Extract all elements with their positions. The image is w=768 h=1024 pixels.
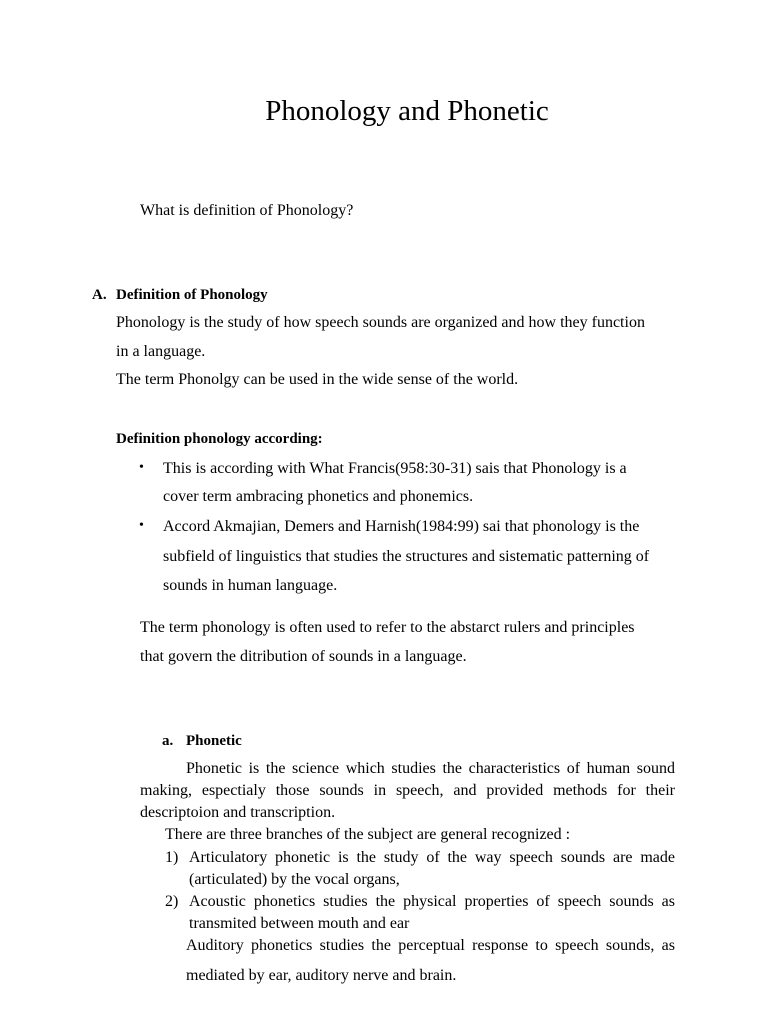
list-item-line: Acoustic phonetics studies the physical properties of speech sounds as (189, 893, 675, 910)
bullet-icon: • (139, 518, 144, 533)
section-a-line: in a language. (116, 343, 206, 360)
bullet-line: subfield of linguistics that studies the structures and sistematic patterning of (163, 548, 650, 565)
section-a-line: Phonology is the study of how speech sounds are organized and how they function (116, 314, 645, 331)
section-a-line: The term Phonolgy can be used in the wide sense of the world. (116, 371, 519, 388)
bullet-icon: • (139, 460, 144, 475)
list-item-line: transmited between mouth and ear (189, 915, 410, 932)
section-a-marker: A. (92, 287, 107, 303)
definition-subheading: Definition phonology according: (116, 431, 323, 447)
auditory-line: Auditory phonetics studies the perceptual response to speech sounds, as (186, 937, 675, 954)
subsection-a-heading: Phonetic (186, 733, 242, 749)
phonetic-para-line: descriptoion and transcription. (140, 804, 336, 821)
bullet-line: cover term ambracing phonetics and phonemics. (163, 488, 474, 505)
auditory-line: mediated by ear, auditory nerve and brain. (186, 967, 457, 984)
bullet-line: This is according with What Francis(958:30-31) sais that Phonology is a (163, 460, 627, 477)
list-item-line: (articulated) by the vocal organs, (189, 871, 400, 888)
closing-line: that govern the ditribution of sounds in a language. (140, 648, 467, 665)
list-number: 2) (165, 893, 179, 910)
branches-intro: There are three branches of the subject are general recognized : (165, 826, 571, 843)
closing-line: The term phonology is often used to refer to the abstarct rulers and principles (140, 619, 635, 636)
question-line: What is definition of Phonology? (140, 202, 354, 219)
phonetic-para-line: making, espectialy those sounds in speech, and provided methods for their (140, 782, 675, 799)
phonetic-para-line: Phonetic is the science which studies the characteristics of human sound (186, 760, 675, 777)
bullet-line: sounds in human language. (163, 577, 338, 594)
list-item-line: Articulatory phonetic is the study of the way speech sounds are made (189, 849, 675, 866)
bullet-line: Accord Akmajian, Demers and Harnish(1984:99) sai that phonology is the (163, 518, 640, 535)
document-title: Phonology and Phonetic (265, 95, 549, 127)
list-number: 1) (165, 849, 179, 866)
subsection-a-marker: a. (162, 733, 174, 749)
section-a-heading: Definition of Phonology (116, 287, 268, 303)
